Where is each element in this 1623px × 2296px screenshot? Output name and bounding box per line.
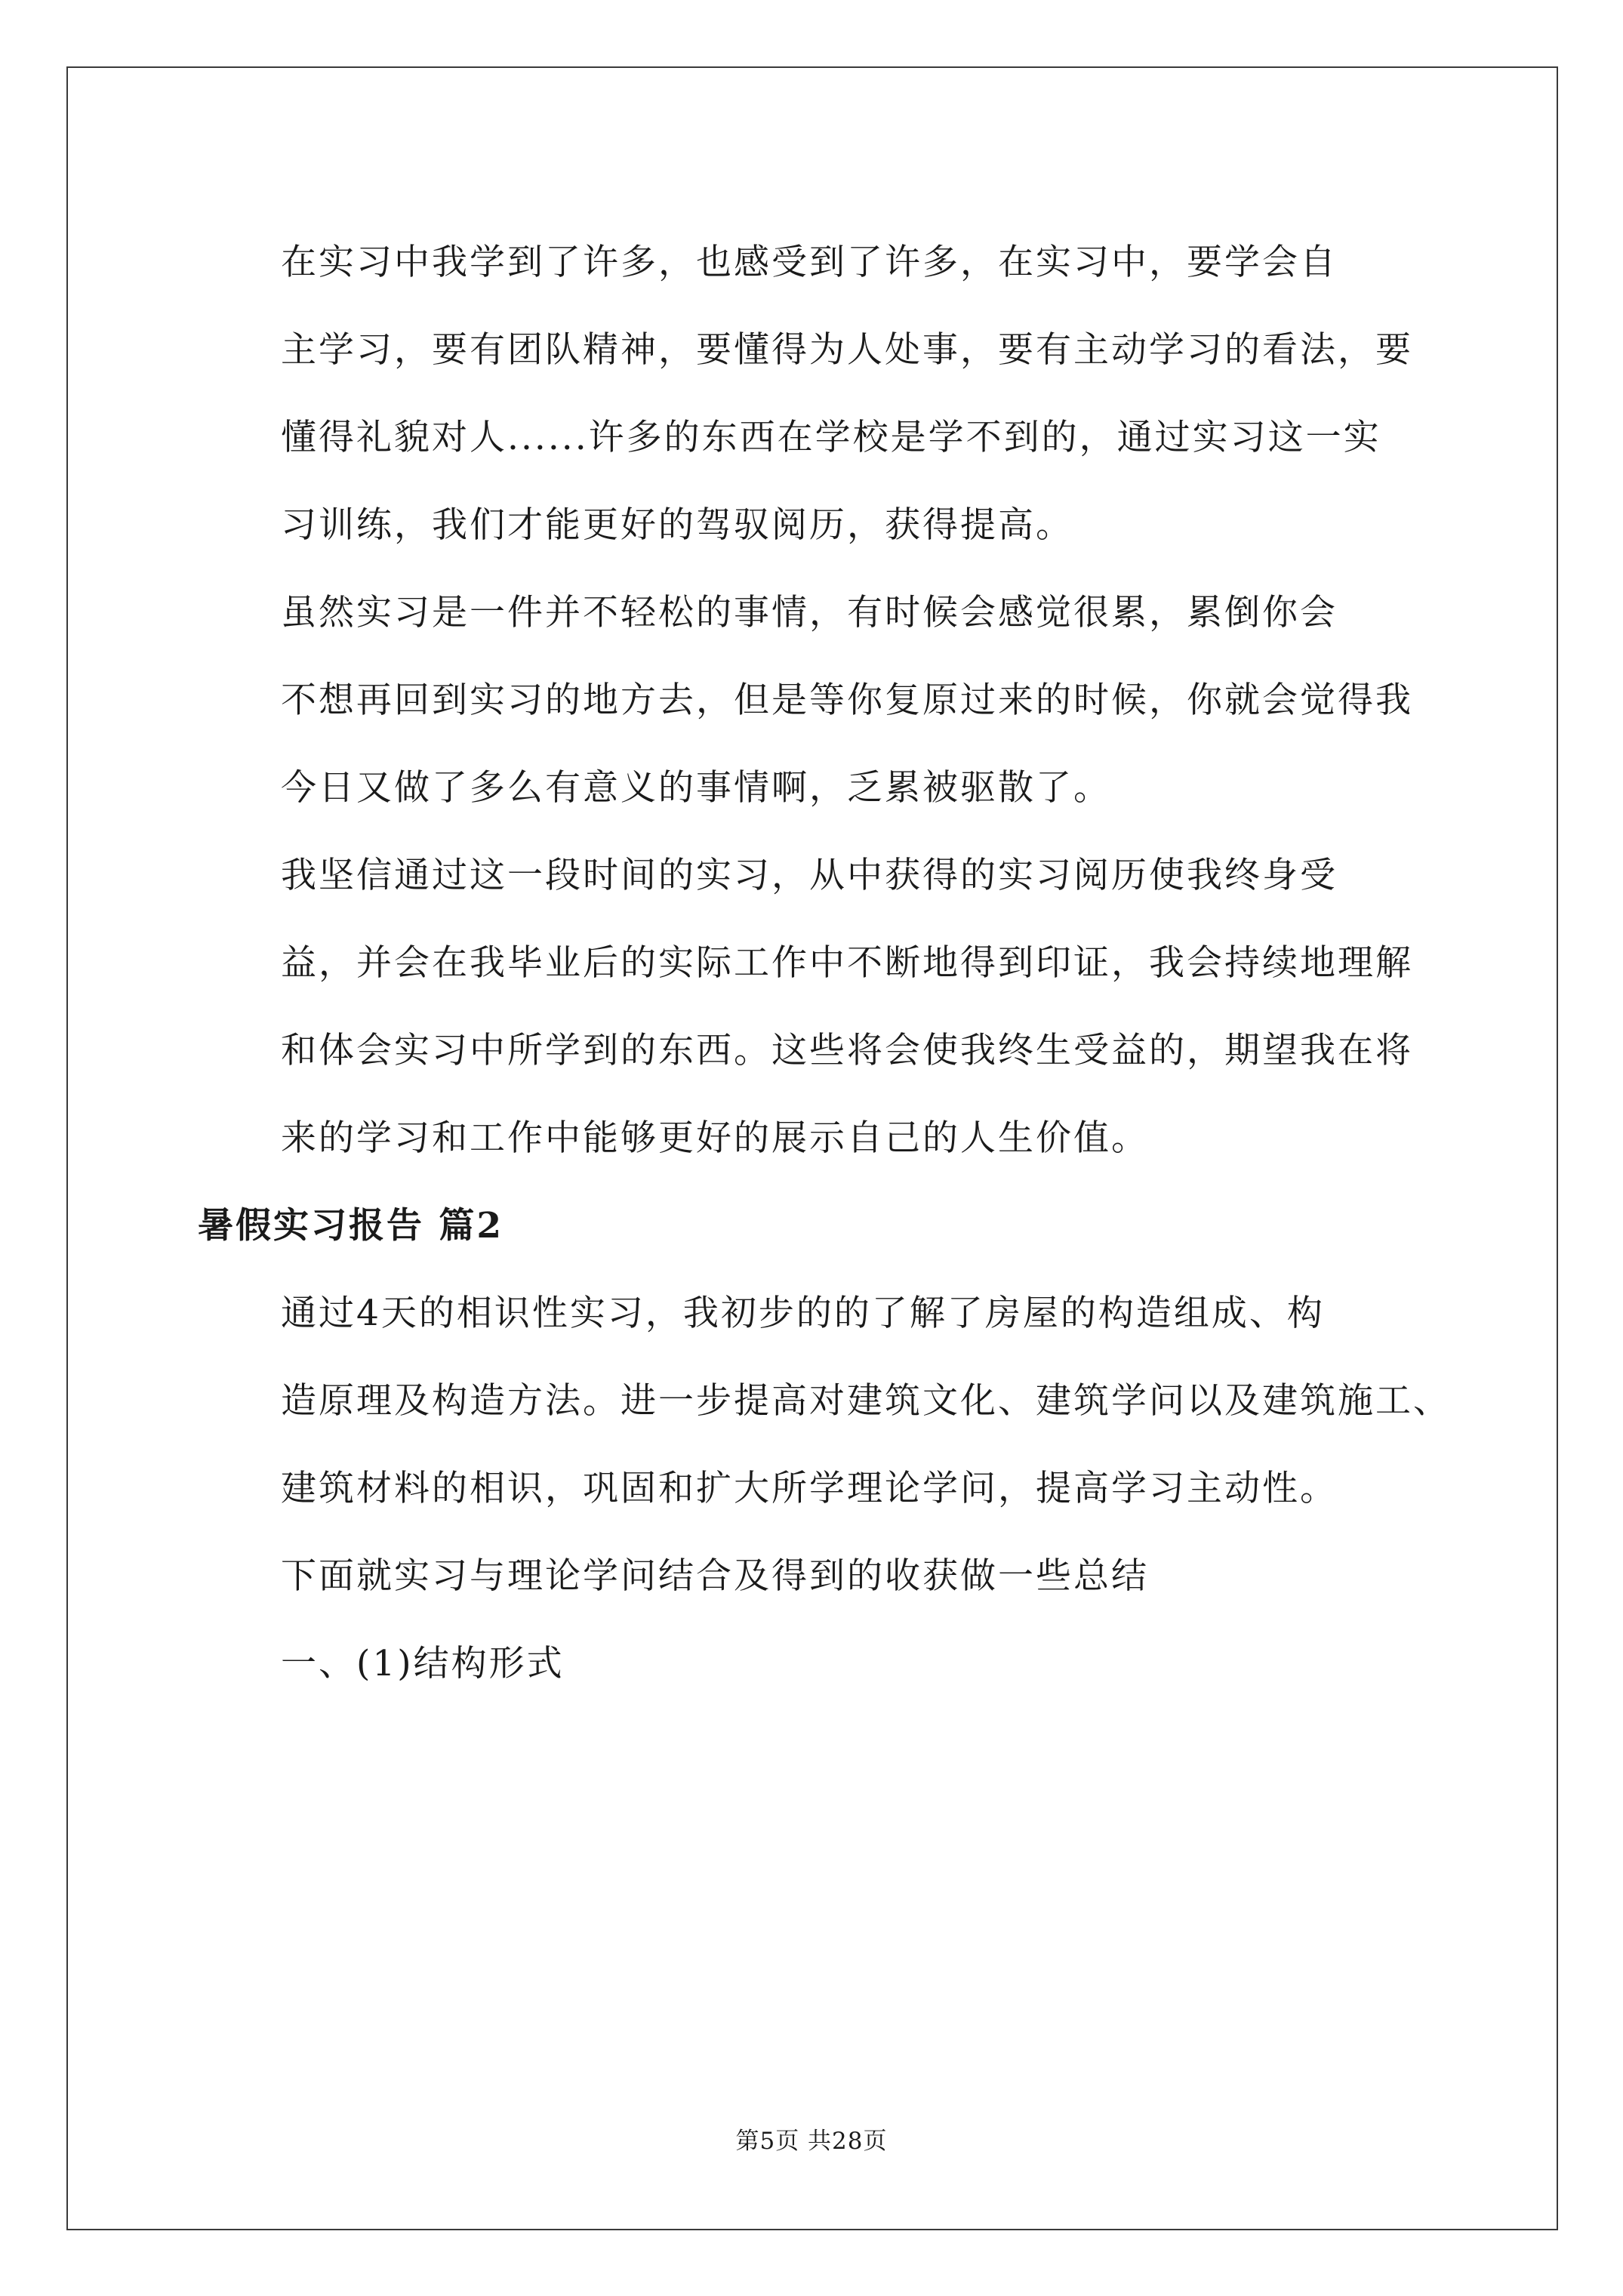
- text-line: 造原理及构造方法。进一步提高对建筑文化、建筑学问以及建筑施工、: [281, 1380, 1451, 1422]
- text-line: 和体会实习中所学到的东西。这些将会使我终生受益的，期望我在将: [281, 1030, 1413, 1071]
- document-body: [198, 219, 1451, 1708]
- paragraph-summary-intro: [198, 1533, 1436, 1620]
- paragraph-recognition-internship: [198, 1270, 1451, 1533]
- text-line: 主学习，要有团队精神，要懂得为人处事，要有主动学习的看法，要: [281, 329, 1413, 371]
- paragraph-internship-learning: [198, 219, 1436, 569]
- text-line: 我坚信通过这一段时间的实习，从中获得的实习阅历使我终身受: [281, 855, 1338, 896]
- text-line: 今日又做了多么有意义的事情啊，乏累被驱散了。: [281, 767, 1111, 809]
- paragraph-internship-benefit: [198, 832, 1436, 1182]
- section-heading: 暑假实习报告 篇2: [198, 1205, 504, 1247]
- text-line: 习训练，我们才能更好的驾驭阅历，获得提高。: [281, 504, 1073, 546]
- text-line: 懂得礼貌对人......许多的东西在学校是学不到的，通过实习这一实: [281, 417, 1381, 458]
- text-line: 不想再回到实习的地方去，但是等你复原过来的时候，你就会觉得我: [281, 680, 1413, 721]
- text-line: 来的学习和工作中能够更好的展示自己的人生价值。: [281, 1117, 1149, 1159]
- text-line: 虽然实习是一件并不轻松的事情，有时候会感觉很累，累倒你会: [281, 592, 1338, 633]
- paragraph-internship-tiring: [198, 569, 1436, 832]
- text-line: 通过4天的相识性实习，我初步的的了解了房屋的构造组成、构: [281, 1293, 1325, 1334]
- page-number-footer: 第5页 共28页: [735, 2128, 888, 2155]
- text-line: 在实习中我学到了许多，也感受到了许多，在实习中，要学会自: [281, 242, 1338, 283]
- text-line: 下面就实习与理论学问结合及得到的收获做一些总结: [281, 1555, 1149, 1597]
- text-line: 建筑材料的相识，巩固和扩大所学理论学问，提高学习主动性。: [281, 1468, 1338, 1509]
- paragraph-structure-form: [198, 1620, 1436, 1708]
- text-line: 一、(1)结构形式: [281, 1643, 565, 1684]
- text-line: 益，并会在我毕业后的实际工作中不断地得到印证，我会持续地理解: [281, 942, 1413, 984]
